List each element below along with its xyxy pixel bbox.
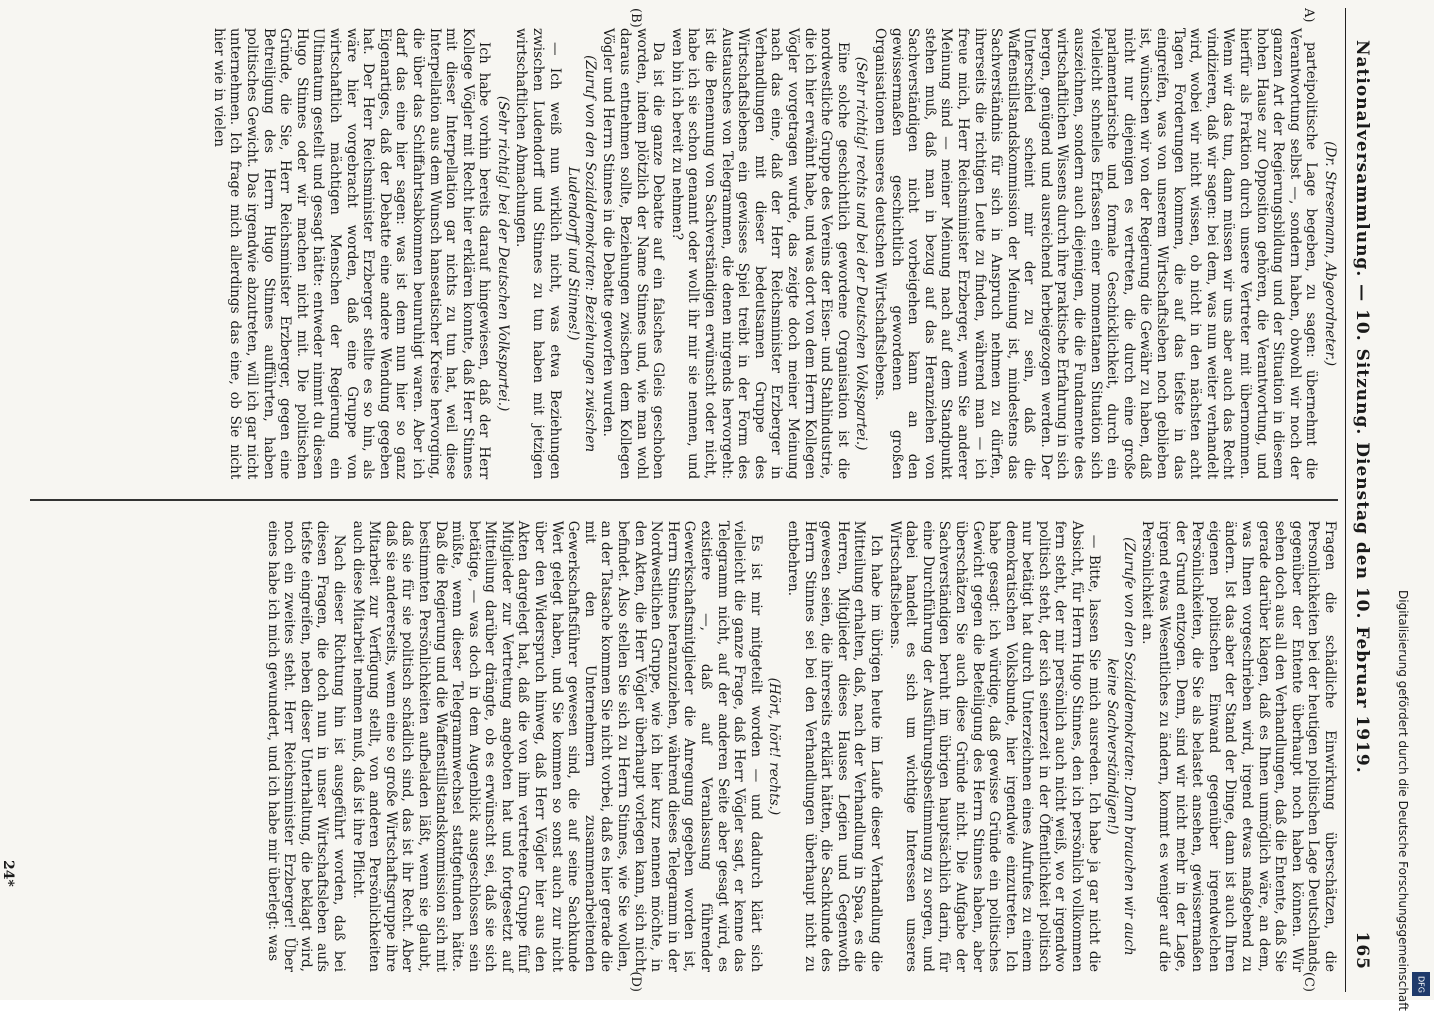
page-header: [1344, 10, 1384, 990]
header-rule: [1345, 8, 1346, 992]
margin-mark-d: (D): [628, 971, 643, 992]
page-number: 165: [1352, 931, 1372, 970]
interjection: (Zuruf von den Sozialdemokraten: Beziehungen zwischen Ludendorff und Stinnes!): [565, 55, 598, 453]
paragraph: Ich habe vorhin bereits darauf hingewiesen, daß der Herr Kollege Vögler mit Recht hier erklären konnte, daß Herr Stinnes mit dieser Interpellation gar nichts zu tun hat, weil diese Interpellation aus dem Wunsch hanseatischer Kreise hervorging, die über das Schiffahrtsabkommen beunruhigt waren. Aber ich darf das eine hier sagen: was ist denn nun hier so ganz Eigenartiges, daß der Debatte eine andere Wendung gegeben hat. Der Herr Reichsminister Erzberger stellte es so hin, als wäre hier vorgebracht worden, daß eine Gruppe von wirtschaftlich mächtigen Menschen der Regierung ein Ultimatum gestellt und gesagt hätte: entweder nimmt du diesen Hugo Stinnes oder wir machen nicht mit. Die politischen Gründe, die Sie, Herr Reichsminister Erzberger, gegen eine Betreiligung des Herrn Hugo Stinnes aufführten, haben politisches Gewicht. Das irgendwie abzutreten, will ich gar nicht unternehmen. Ich frage mich allerdings das eine, ob Sie nicht hier wie in vielen: [210, 28, 493, 480]
paragraph: Da ist die ganze Debatte auf ein falsches Gleis geschoben worden, indem plötzlich der Name Stinnes und, wie man wohl daraus entnehmen sollte, Beziehungen zwischen dem Kollegen Vögler und Herrn Stinnes in die Debatte geworfen wurden.: [600, 28, 667, 480]
speaker-line: (Dr. Stresemann, Abgeordneter.): [1322, 141, 1338, 367]
paragraph: — Bitte, lassen Sie mich ausreden. Ich habe ja gar nicht die Absicht, für Herrn Hugo Stinnes, den ich persönlich vollkommen fern steht, der mir persönlich auch nicht weiß, wo er irgendwo politisch steht, der sich seinerzeit in der Öffentlichkeit politisch nur betätigt hat durch Unterzeichnen eines Aufrufes zu einem demokratischen Volksbunde, hier irgendwie einzutreten. Ich habe gesagt: ich würdige, daß gewisse Gründe ein politisches Gewicht gegen die Beteiligung des Herrn Stinnes haben, aber überschätzen Sie auch diese Gründe nicht. Die Aufgabe der Sachverständigen beruht im übrigen hauptsächlich darin, für eine Durchführung der Ausführungsbestimmung zu sorgen, und dabei handelt es sich um wichtige Interessen unseres Wirtschaftslebens.: [886, 520, 1102, 972]
margin-mark-b: (B): [628, 8, 643, 28]
page-title: Nationalversammlung. — 10. Sitzung. Dienstag den 10. Februar 1919.: [1352, 40, 1372, 774]
interjection: (Zurufe von den Sozialdemokraten: Dann brauchen wir auch keine Sachverständigen!): [1104, 537, 1137, 956]
digitization-credit: Digitalisierung gefördert durch die Deutsche Forschungsgemeinschaft: [1396, 590, 1410, 1011]
dfg-logo: DFG: [1412, 972, 1430, 996]
paragraph: Eine solche geschichtlich gewordene Organisation ist die nordwestliche Gruppe des Vereins der Eisen- und Stahlindustrie, die ich hier erwähnt habe, und was dort von dem Herrn Kollegen Vögler vorgetragen wurde, das zeigte doch meiner Meinung nach das eine, daß der Herr Reichsminister Erzberger in Verhandlungen mit dieser bedeutsamen Gruppe des Wirtschaftslebens ein gewisses Spiel treibt in der Form des Austausches von Telegrammen, die denen nirgends hervorgeht: ist die Benennung von Sachverständigen erwünscht oder nicht, habe ich sie schon genannt oder wollt ihr mir sie nennen, und wen bin ich bereit zu nehmen?: [668, 28, 851, 480]
paragraph: parteipolitische Lage begeben, zu sagen: übernehmt die Verantwortung selbst —, sondern haben, obwohl wir noch der ganzen Art der Regierungsbildung und der Situation in diesem hohen Hause zur Opposition gehören, die Verantwortung, und hierfür als Fraktion durch unsere Vertreter mit übernommen. Wenn wir das tun, dann müssen wir uns aber auch das Recht vindizieren, daß wir sagen: bei dem, was nun weiter verhandelt wird, wobei wir nicht wissen, ob nicht in den nächsten acht Tagen Forderungen kommen, die auf das tiefste in das eingreifen, was von unserem Wirtschaftsleben noch geblieben ist, wünschen wir von der Regierung die Gewähr zu haben, daß nicht nur diejenigen es vertreten, die durch eine große parlamentarische und formale Geschicklichkeit, durch ein vielleicht schnelles Erfassen einer momentanen Situation sich auszeichnen, sondern auch diejenigen, die die Fundamente des wirtschaftlichen Wissens durch ihre praktische Erfahrung in sich bergen, genügend und ausreichend herbeigezogen werden. Der Unterschied scheint mir der zu sein, daß die Waffenstillstandskommission der Meinung ist, mindestens das Sachverständnis für sich in Anspruch nehmen zu dürfen, ihrerseits die richtigen Leute zu finden, während man — ich freue mich, Herr Reichsminister Erzberger, wenn Sie anderer Meinung sind — meiner Meinung nach auf dem Standpunkt stehen muß, daß man in bezug auf das Heranziehen von Sachverständigen nicht vorbeigehen kann an den gewissermaßen geschichtlich gewordenen großen Organisationen unseres deutschen Wirtschaftslebens.: [871, 28, 1320, 480]
margin-mark-c: (C): [1301, 971, 1316, 992]
right-column: [30, 501, 1338, 992]
signature-mark: 24*: [0, 860, 16, 887]
margin-mark-a: A): [1301, 8, 1316, 23]
paragraph: Ich habe im übrigen heute im Laufe dieser Verhandlung die Mitteilung erhalten, daß, nach der Verhandlung in Spaa, es die Herren, Mitglieder dieses Hauses Legien und Gegenwoth gewesen seien, die ihrerseits erklärt hätten, die Sachkunde des Herrn Stinnes sei bei den Verhandlungen überhaupt nicht zu entbehren.: [785, 520, 884, 972]
interjection: (Sehr richtig! rechts und bei der Deutschen Volkspartei.): [853, 56, 870, 451]
interjection: (Sehr richtig! bei der Deutschen Volkspartei.): [494, 95, 511, 412]
paragraph: Fragen die schädliche Einwirkung überschätzen, die Personlichkeiten bei der heutigen politischen Lage Deutschlands gegenüber der Entente überhaupt noch haben können. Wir sehen doch aus all den Verhandlungen, daß die Entente, daß Sie gerade darüber klagen, daß es Ihnen unmöglich wäre, an dem, was Ihnen vorgeschrieben wird, irgend etwas maßgebend zu ändern. Ist das aber der Stand der Dinge, dann ist auch Ihren eigenen politischen Einwand gegenüber irgendwelchen Persönlichkeiten, die Sie als belastet ansehen, gewissermaßen der Grund entzogen. Denn, sind wir nicht mehr in der Lage, irgend etwas Wesentliches zu ändern, kommt es weniger auf die Persönlichkeit an.: [1139, 520, 1338, 972]
paragraph: Es ist mir mitgeteilt worden — und dadurch klärt sich vielleicht die ganze Frage, daß Herr Vögler sagt, er kenne das Telegramm nicht, auf der anderen Seite aber gesagt wird, es existiere —, daß auf Veranlassung führender Gewerkschaftsmitglieder die Anregung gegeben worden ist, Herrn Stinnes heranzuziehen, während dieses Telegramm in der Nordwestlichen Gruppe, wie ich hier kurz nennen möchte, in den Akten, die Herr Vögler überhaupt vorlegen kann, sich nicht befindet. Also stellen Sie sich zu Herrn Stinnes, wie Sie wollen, an der Tatsache kommen Sie nicht vorbei, daß es hier gerade die mit den Unternehmern zusammenarbeitenden Gewerkschaftsführer gewesen sind, die auf seine Sachkunde Wert gelegt haben, und Sie kommen so sonst auch zur nicht über den Widerspruch hinweg, daß Herr Vögler hier aus den Akten dargelegt hat, daß die von ihm vertretene Gruppe fünf Mitglieder zur Vertretung angeboten hat und fortgesetzt auf Mitteilung darüber drängte, ob es erwünscht sei, daß sie sich betätige, — was doch in dem Augenblick ausgeschlossen sein müßte, wenn dieser Telegrammwechsel stattgefunden hätte. Daß die Regierung und die Waffenstillstandskommission sich mit bestimmten Persönlichkeiten aufbeladen läßt, wenn sie glaubt, daß sie für sie politisch schädlich sind, das ist ihr Recht. Aber daß sie andererseits, wenn eine so große Wirtschaftsgruppe ihre Mitarbeit zur Verfügung stellt, von anderen Persönlichkeiten auch diese Mitarbeit nehmen muß, daß ist ihre Pflicht.: [349, 520, 764, 972]
interjection: (Hört, hört! rechts.): [766, 677, 783, 816]
paragraph: — Ich weiß nun wirklich nicht, was etwa Beziehungen zwischen Ludendorff und Stinnes zu tun haben mit jetzigen wirtschaftlichen Abmachungen.: [513, 28, 563, 480]
paragraph: Nach dieser Richtung hin ist ausgeführt worden, daß bei diesen Fragen, die doch nun in unser Wirtschaftsleben aufs tiefste eingreifen, neben dieser Unterhaltung, die beklagt wird, noch ein zweites steht. Herr Reichsminister Erzberger! Über eines habe ich mich gewundert, und ich habe mir überlegt: was: [264, 520, 347, 972]
text-columns: [30, 8, 1338, 992]
left-column: [30, 8, 1338, 499]
